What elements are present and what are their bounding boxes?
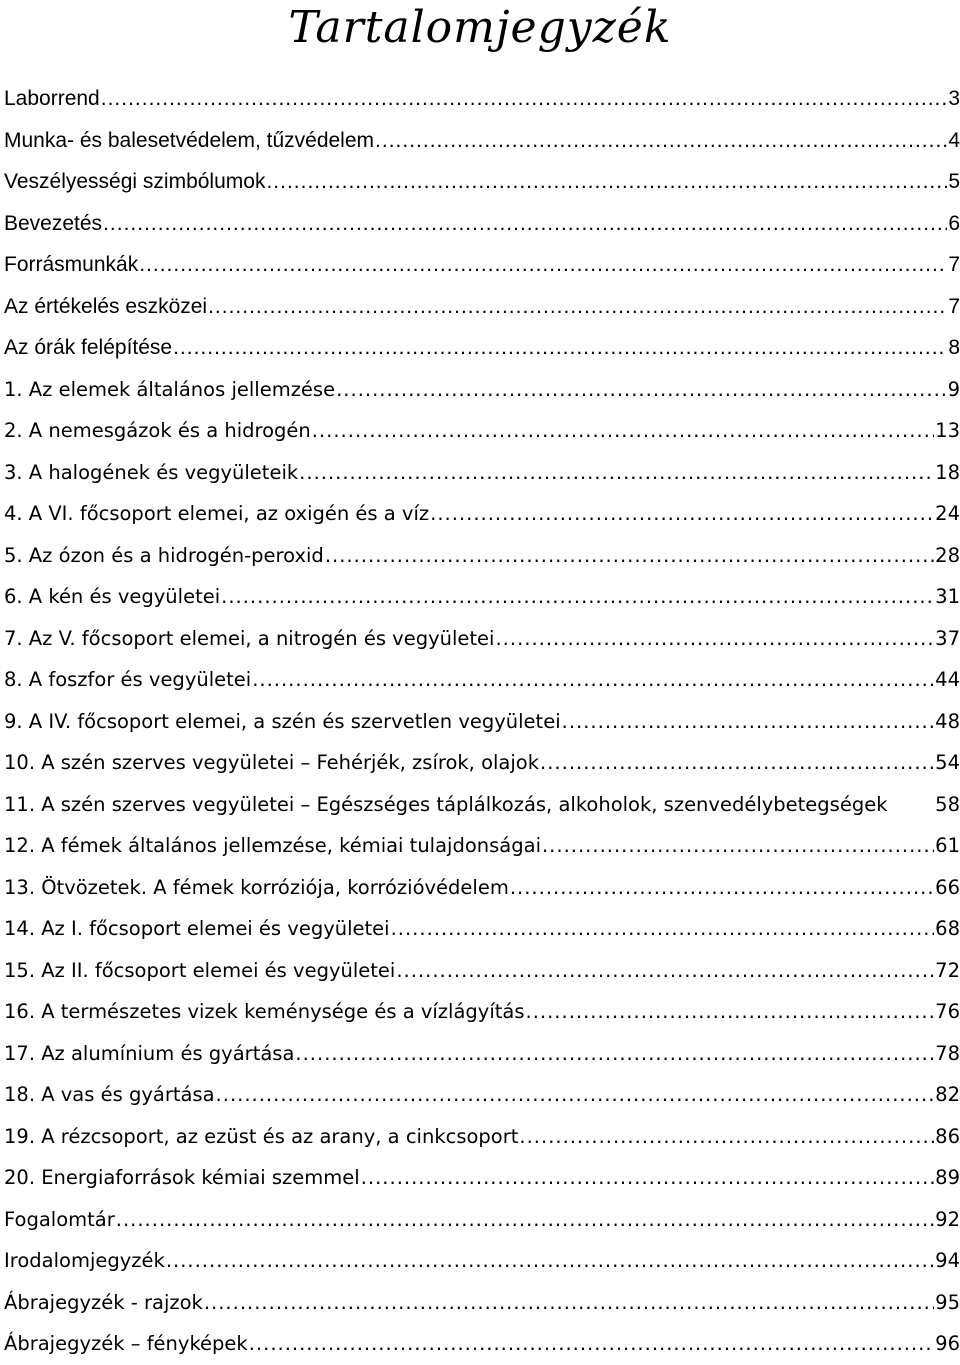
toc-dot-leader (299, 452, 934, 494)
toc-dot-leader (266, 161, 947, 203)
toc-dot-leader (173, 327, 947, 369)
toc-entry-label: 12. A fémek általános jellemzése, kémiai tulajdonságai (4, 834, 541, 857)
toc-entry[interactable] (4, 950, 960, 992)
toc-entry-label: 18. A vas és gyártása (4, 1083, 215, 1106)
toc-dot-leader (540, 742, 934, 784)
toc-entry-page-number: 61 (935, 834, 960, 857)
toc-entry[interactable] (4, 1323, 960, 1365)
toc-entry-page-number: 6 (948, 211, 960, 235)
toc-entry[interactable] (4, 825, 960, 867)
toc-entry-page-number: 86 (935, 1124, 960, 1148)
toc-entry-label: 20. Energiaforrások kémiai szemmel (4, 1166, 360, 1189)
toc-entry-page-number: 3 (948, 87, 960, 110)
toc-dot-leader (542, 825, 934, 867)
toc-entry-page-number: 13 (935, 419, 960, 442)
toc-entry[interactable] (4, 908, 960, 950)
toc-entry[interactable] (4, 286, 960, 328)
toc-entry-page-number: 78 (935, 1041, 960, 1065)
toc-entry-page-number: 68 (935, 917, 960, 940)
toc-dot-leader (295, 1033, 934, 1075)
toc-entry-page-number: 72 (935, 958, 960, 982)
toc-entry[interactable] (4, 576, 960, 618)
toc-entry-label: Bevezetés (4, 211, 103, 235)
toc-entry-label: 4. A VI. főcsoport elemei, az oxigén és a víz (4, 502, 430, 525)
toc-entry[interactable] (4, 493, 960, 535)
toc-dot-leader (336, 369, 946, 411)
toc-entry[interactable] (4, 327, 960, 369)
toc-dot-leader (430, 493, 934, 535)
toc-entry-label: 3. A halogének és vegyületeik (4, 460, 299, 484)
toc-entry-page-number: 92 (935, 1207, 960, 1231)
toc-entry-label: 2. A nemesgázok és a hidrogén (4, 419, 311, 442)
toc-entry-label: Forrásmunkák (4, 253, 139, 276)
toc-entry-label: Az értékelés eszközei (4, 294, 208, 318)
toc-entry-page-number: 76 (935, 1000, 960, 1023)
toc-entry-label: 19. A rézcsoport, az ezüst és az arany, a cinkcsoport (4, 1124, 519, 1148)
toc-dot-leader (166, 1240, 934, 1282)
toc-dot-leader (252, 659, 934, 701)
toc-dot-leader (396, 950, 934, 992)
toc-entry-label: Munka- és balesetvédelem, tűzvédelem (4, 128, 375, 152)
toc-dot-leader (103, 203, 947, 245)
toc-entry-page-number: 28 (935, 543, 960, 567)
toc-dot-leader (375, 120, 947, 162)
toc-entry[interactable] (4, 618, 960, 660)
toc-entry[interactable] (4, 410, 960, 452)
toc-entry-page-number: 95 (935, 1290, 960, 1314)
toc-entry-page-number: 94 (935, 1249, 960, 1272)
toc-dot-leader (562, 701, 935, 743)
toc-entry-page-number: 9 (947, 377, 960, 401)
toc-entry[interactable] (4, 369, 960, 411)
toc-entry-label: Laborrend (4, 87, 100, 110)
toc-entry-label: 1. Az elemek általános jellemzése (4, 377, 336, 401)
toc-entry[interactable] (4, 1033, 960, 1075)
toc-entry-page-number: 44 (935, 668, 960, 691)
toc-entry-page-number: 48 (935, 709, 960, 733)
toc-entry-label: Ábrajegyzék - rajzok (4, 1290, 203, 1314)
toc-dot-leader (249, 1323, 934, 1365)
toc-dot-leader (116, 1199, 934, 1241)
toc-entry-label: 6. A kén és vegyületei (4, 585, 221, 608)
toc-entry[interactable] (4, 535, 960, 577)
toc-entry-label: 17. Az alumínium és gyártása (4, 1041, 295, 1065)
toc-dot-leader (204, 1282, 934, 1324)
toc-entry-page-number: 7 (948, 253, 960, 276)
toc-entry-page-number: 37 (935, 626, 960, 650)
toc-entry[interactable] (4, 1199, 960, 1241)
toc-entry-page-number: 82 (935, 1083, 960, 1106)
toc-entry[interactable] (4, 203, 960, 245)
toc-dot-leader (312, 410, 934, 452)
toc-entry-page-number: 31 (935, 585, 960, 608)
toc-entry[interactable] (4, 701, 960, 743)
toc-entry-page-number: 7 (948, 294, 960, 318)
toc-dot-leader (391, 908, 935, 950)
toc-entry[interactable] (4, 161, 960, 203)
toc-entry[interactable] (4, 867, 960, 909)
toc-entry[interactable] (4, 742, 960, 784)
toc-dot-leader (216, 1074, 935, 1116)
toc-entry-page-number: 89 (935, 1166, 960, 1189)
toc-entry[interactable] (4, 1157, 960, 1199)
toc-dot-leader (526, 991, 935, 1033)
toc-entry[interactable] (4, 991, 960, 1033)
toc-entry[interactable] (4, 120, 960, 162)
toc-dot-leader (139, 244, 947, 286)
toc-dot-leader (495, 618, 934, 660)
toc-entry[interactable] (4, 659, 960, 701)
toc-entry-label: Ábrajegyzék – fényképek (4, 1332, 248, 1355)
toc-entry-label: 7. Az V. főcsoport elemei, a nitrogén és vegyületei (4, 626, 495, 650)
toc-entry-page-number: 58 (935, 792, 960, 816)
toc-dot-leader (510, 867, 934, 909)
toc-dot-leader (361, 1157, 934, 1199)
toc-dot-leader (519, 1116, 934, 1158)
toc-entry[interactable] (4, 244, 960, 286)
toc-entry[interactable] (4, 452, 960, 494)
toc-entry[interactable] (4, 1240, 960, 1282)
toc-entry-page-number: 4 (948, 128, 960, 152)
toc-entry-label: Fogalomtár (4, 1207, 115, 1231)
toc-entry-label: Az órák felépítése (4, 336, 173, 359)
toc-entry-label: Irodalomjegyzék (4, 1249, 165, 1272)
toc-entry-label: 8. A foszfor és vegyületei (4, 668, 252, 691)
table-of-contents (4, 78, 960, 1365)
toc-entry-label: 10. A szén szerves vegyületei – Fehérjék, zsírok, olajok (4, 751, 540, 774)
toc-entry-label: 16. A természetes vizek keménysége és a vízlágyítás (4, 1000, 525, 1023)
toc-dot-leader (101, 78, 948, 120)
page-title: Tartalomjegyzék (288, 2, 672, 53)
toc-entry-page-number: 66 (935, 875, 960, 899)
toc-entry-label: 5. Az ózon és a hidrogén-peroxid (4, 543, 324, 567)
toc-entry[interactable] (4, 1282, 960, 1324)
toc-entry[interactable] (4, 1074, 960, 1116)
toc-entry[interactable] (4, 78, 960, 120)
toc-entry-page-number: 24 (935, 502, 960, 525)
toc-dot-leader (325, 535, 934, 577)
toc-entry-label: 9. A IV. főcsoport elemei, a szén és szervetlen vegyületei (4, 709, 561, 733)
toc-entry-page-number: 8 (948, 336, 960, 359)
toc-entry-label: 15. Az II. főcsoport elemei és vegyületei (4, 958, 396, 982)
toc-dot-leader (221, 576, 934, 618)
toc-entry-label: 13. Ötvözetek. A fémek korróziója, korrózióvédelem (4, 875, 509, 899)
toc-entry-label: 14. Az I. főcsoport elemei és vegyületei (4, 917, 390, 940)
toc-entry-page-number: 18 (935, 460, 960, 484)
toc-entry-label: Veszélyességi szimbólumok (4, 170, 266, 193)
toc-entry-page-number: 96 (935, 1332, 960, 1355)
toc-entry-page-number: 5 (948, 170, 960, 193)
toc-entry-label: 11. A szén szerves vegyületei – Egészséges táplálkozás, alkoholok, szenvedélybetegségek (4, 792, 888, 816)
toc-entry[interactable] (4, 1116, 960, 1158)
toc-entry-page-number: 54 (935, 751, 960, 774)
toc-entry[interactable] (4, 784, 960, 826)
toc-dot-leader (208, 286, 947, 328)
